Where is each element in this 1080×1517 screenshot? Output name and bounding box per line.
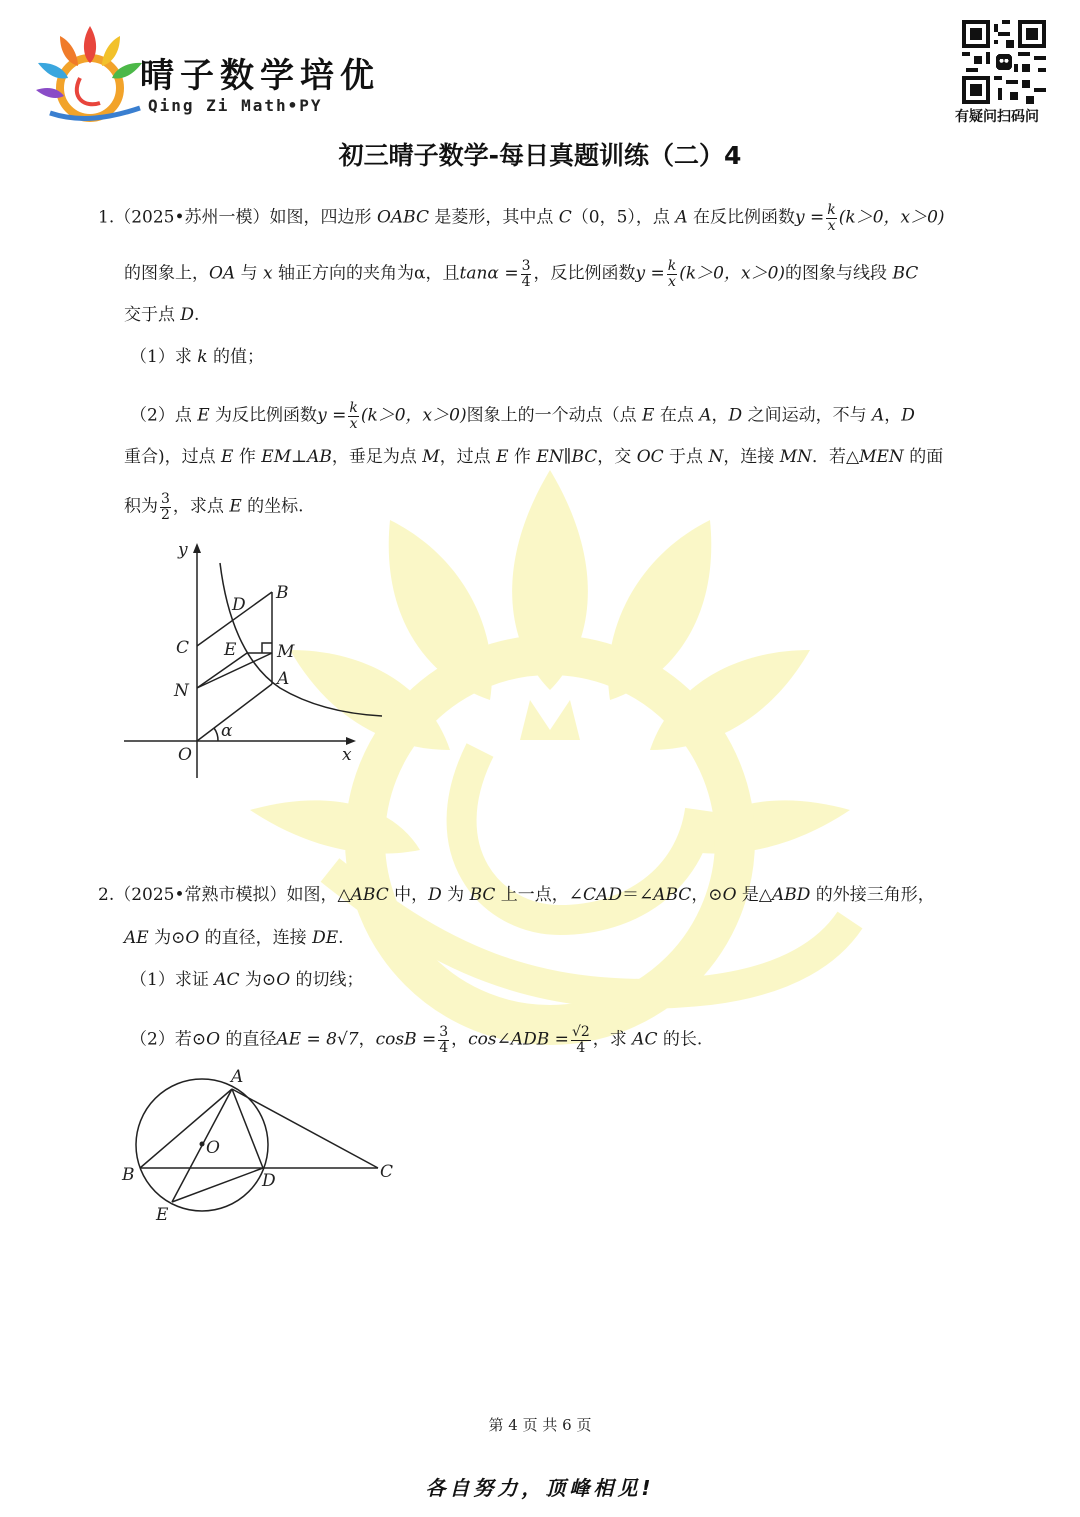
fraction-k-over-x: $\frac{k}{x}$ — [827, 202, 836, 234]
right-angle-mark — [262, 643, 272, 653]
label-o: O — [206, 1138, 220, 1158]
label-b: B — [276, 583, 289, 603]
brand-name-cn: 晴子数学培优 — [140, 56, 380, 96]
brand-logo — [30, 18, 150, 128]
problem2-line2: AE 为⊙O 的直径，连接 DE. — [124, 928, 344, 948]
label-o: O — [178, 745, 192, 765]
label-m: M — [277, 642, 295, 662]
label-e: E — [156, 1205, 169, 1225]
angle-alpha-arc — [214, 728, 218, 741]
label-alpha: α — [221, 721, 233, 741]
label-d: D — [232, 595, 246, 615]
problem2-question2: （2）若⊙O 的直径AE = 8√7，cosB = $\frac{3}{4}$ ，cos∠ADB = $\frac{√2}{4}$ ，求 AC 的长. — [130, 1024, 703, 1056]
label-e: E — [224, 640, 237, 660]
problem1-question1: （1）求 k 的值； — [130, 347, 264, 367]
problem1-figure — [120, 538, 390, 788]
label-a: A — [231, 1067, 244, 1087]
qr-code[interactable] — [962, 20, 1046, 104]
problem1-line3: 交于点 D. — [124, 305, 200, 325]
problem2-figure — [118, 1062, 408, 1227]
fraction-k-over-x: $\frac{k}{x}$ — [349, 400, 358, 432]
problem2-question1: （1）求证 AC 为⊙O 的切线； — [130, 970, 364, 990]
problem2-line1: 2.（2025•常熟市模拟）如图，△ABC 中，D 为 BC 上一点，∠CAD＝∠ABC，⊙O 是△ABD 的外接三角形， — [98, 885, 935, 905]
qr-caption: 有疑问扫码问 — [955, 109, 1039, 125]
label-c: C — [176, 638, 190, 658]
footer-motto: 各自努力，顶峰相见! — [425, 1476, 655, 1500]
segment-ad — [232, 1089, 263, 1168]
hyperbola — [220, 563, 382, 716]
label-x: x — [342, 745, 352, 765]
page-number: 第 4 页 共 6 页 — [488, 1416, 592, 1434]
segment-de — [172, 1168, 263, 1202]
brand-name-en: Qing Zi Math•PY — [148, 96, 323, 115]
label-d: D — [262, 1171, 276, 1191]
problem1-line2: 的图象上，OA 与 x 轴正方向的夹角为α，且tanα = $\frac{3}{4}$ ，反比例函数y = $\frac{k}{x}$ (k＞0，x＞0)的图象与线段 BC — [124, 258, 919, 290]
y-axis-arrow — [193, 543, 201, 553]
problem1-line1: 1.（2025•苏州一模）如图，四边形 OABC 是菱形，其中点 C（0，5），点 A 在反比例函数y = $\frac{k}{x}$ (k＞0，x＞0) — [98, 202, 945, 234]
label-a: A — [277, 669, 290, 689]
fraction-k-over-x: $\frac{k}{x}$ — [667, 258, 677, 290]
segment-oa — [197, 684, 272, 741]
fraction-3-over-4: $\frac{3}{4}$ — [521, 258, 531, 290]
fraction-3-over-4: $\frac{3}{4}$ — [439, 1024, 449, 1056]
x-axis-arrow — [346, 737, 356, 745]
fraction-sqrt2-over-4: $\frac{√2}{4}$ — [571, 1024, 590, 1056]
problem1-question2: （2）点 E 为反比例函数y = $\frac{k}{x}$ (k＞0，x＞0)图象上的一个动点（点 E 在点 A，D 之间运动，不与 A，D — [130, 400, 915, 432]
problem1-line6: 积为 $\frac{3}{2}$ ，求点 E 的坐标. — [124, 491, 304, 523]
label-c: C — [380, 1162, 394, 1182]
page-title: 初三晴子数学-每日真题训练（二）4 — [338, 141, 742, 170]
segment-ac — [232, 1089, 378, 1168]
label-n: N — [174, 681, 189, 701]
fraction-3-over-2: $\frac{3}{2}$ — [161, 491, 170, 523]
center-point — [200, 1142, 205, 1147]
label-y: y — [178, 540, 188, 560]
label-b: B — [122, 1165, 135, 1185]
segment-ne — [197, 653, 247, 688]
problem1-line5: 重合)，过点 E 作 EM⊥AB，垂足为点 M，过点 E 作 EN∥BC，交 OC 于点 N，连接 MN．若△MEN 的面 — [124, 447, 944, 467]
